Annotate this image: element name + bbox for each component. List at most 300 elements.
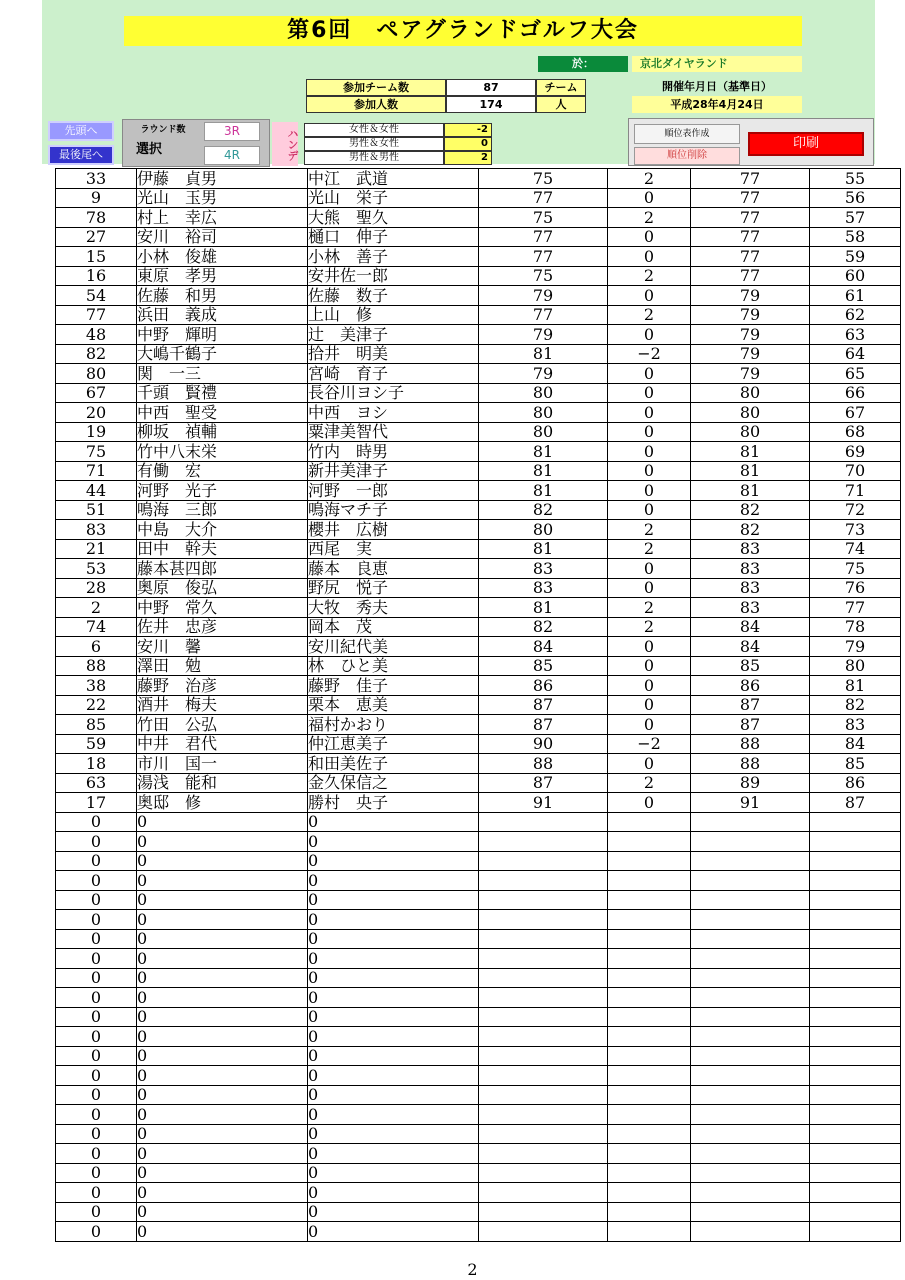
player1-cell: 0 bbox=[137, 1163, 308, 1183]
score-cell: 80 bbox=[479, 403, 608, 423]
team-number-cell: 0 bbox=[56, 1066, 137, 1086]
total-cell: 77 bbox=[691, 169, 810, 189]
rank-cell bbox=[810, 1163, 901, 1183]
round-4r-option[interactable]: 4R bbox=[204, 146, 260, 165]
rank-cell: 75 bbox=[810, 559, 901, 579]
to-bottom-button[interactable]: 最後尾へ bbox=[48, 145, 114, 165]
round-count-label: ラウンド数 bbox=[140, 125, 186, 135]
player1-cell: 0 bbox=[137, 929, 308, 949]
player2-cell: 0 bbox=[308, 968, 479, 988]
score-cell bbox=[479, 1085, 608, 1105]
player1-cell: 小林 俊雄 bbox=[137, 247, 308, 267]
team-number-cell: 0 bbox=[56, 1007, 137, 1027]
player1-cell: 東原 孝男 bbox=[137, 266, 308, 286]
player2-cell: 新井美津子 bbox=[308, 461, 479, 481]
team-number-cell: 0 bbox=[56, 1027, 137, 1047]
score-cell: 77 bbox=[479, 227, 608, 247]
handicap-cell bbox=[608, 968, 691, 988]
team-number-cell: 15 bbox=[56, 247, 137, 267]
player1-cell: 0 bbox=[137, 1124, 308, 1144]
table-row bbox=[56, 1027, 901, 1047]
score-cell bbox=[479, 812, 608, 832]
player2-cell: 0 bbox=[308, 1124, 479, 1144]
player1-cell: 佐藤 和男 bbox=[137, 286, 308, 306]
total-cell: 83 bbox=[691, 559, 810, 579]
team-number-cell: 22 bbox=[56, 695, 137, 715]
rank-cell: 63 bbox=[810, 325, 901, 345]
rank-cell bbox=[810, 832, 901, 852]
table-row bbox=[56, 461, 901, 481]
player2-cell: 長谷川ヨシ子 bbox=[308, 383, 479, 403]
player2-cell: 0 bbox=[308, 929, 479, 949]
player2-cell: 安川紀代美 bbox=[308, 637, 479, 657]
team-number-cell: 67 bbox=[56, 383, 137, 403]
player1-cell: 0 bbox=[137, 1222, 308, 1242]
player1-cell: 安川 馨 bbox=[137, 637, 308, 657]
player1-cell: 0 bbox=[137, 949, 308, 969]
table-row bbox=[56, 695, 901, 715]
player1-cell: 中野 輝明 bbox=[137, 325, 308, 345]
rank-cell: 61 bbox=[810, 286, 901, 306]
player2-cell: 0 bbox=[308, 1202, 479, 1222]
total-cell bbox=[691, 1007, 810, 1027]
table-row bbox=[56, 1163, 901, 1183]
table-row bbox=[56, 715, 901, 735]
player2-cell: 岡本 茂 bbox=[308, 617, 479, 637]
handicap-cell: 0 bbox=[608, 754, 691, 774]
table-row bbox=[56, 169, 901, 189]
total-cell: 77 bbox=[691, 266, 810, 286]
player1-cell: 村上 幸広 bbox=[137, 208, 308, 228]
player1-cell: 市川 国一 bbox=[137, 754, 308, 774]
people-unit: 人 bbox=[536, 96, 586, 113]
table-row bbox=[56, 1202, 901, 1222]
handicap-cell bbox=[608, 910, 691, 930]
player1-cell: 0 bbox=[137, 1066, 308, 1086]
player1-cell: 河野 光子 bbox=[137, 481, 308, 501]
score-cell: 81 bbox=[479, 598, 608, 618]
handicap-cell: 2 bbox=[608, 266, 691, 286]
to-top-button[interactable]: 先頭へ bbox=[48, 121, 114, 141]
total-cell: 80 bbox=[691, 383, 810, 403]
player2-cell: 大牧 秀夫 bbox=[308, 598, 479, 618]
total-cell bbox=[691, 832, 810, 852]
rank-cell: 81 bbox=[810, 676, 901, 696]
table-row bbox=[56, 266, 901, 286]
rank-cell: 73 bbox=[810, 520, 901, 540]
player1-cell: 柳坂 禎輔 bbox=[137, 422, 308, 442]
handicap-cell: 0 bbox=[608, 578, 691, 598]
handicap-cell bbox=[608, 832, 691, 852]
score-cell: 80 bbox=[479, 383, 608, 403]
player1-cell: 0 bbox=[137, 1144, 308, 1164]
team-number-cell: 9 bbox=[56, 188, 137, 208]
handicap-cell: 2 bbox=[608, 773, 691, 793]
player2-cell: 樋口 伸子 bbox=[308, 227, 479, 247]
handicap-cell bbox=[608, 1105, 691, 1125]
player1-cell: 伊藤 貞男 bbox=[137, 169, 308, 189]
table-row bbox=[56, 773, 901, 793]
total-cell bbox=[691, 929, 810, 949]
team-number-cell: 71 bbox=[56, 461, 137, 481]
handicap-cell bbox=[608, 1202, 691, 1222]
rank-cell bbox=[810, 1222, 901, 1242]
total-cell bbox=[691, 851, 810, 871]
total-cell bbox=[691, 910, 810, 930]
rank-cell: 70 bbox=[810, 461, 901, 481]
player2-cell: 林 ひと美 bbox=[308, 656, 479, 676]
handicap-cell bbox=[608, 929, 691, 949]
total-cell: 82 bbox=[691, 520, 810, 540]
handicap-cell: 2 bbox=[608, 520, 691, 540]
score-cell: 77 bbox=[479, 305, 608, 325]
player2-cell: 0 bbox=[308, 1066, 479, 1086]
handicap-cell: −2 bbox=[608, 734, 691, 754]
player2-cell: 小林 善子 bbox=[308, 247, 479, 267]
total-cell: 79 bbox=[691, 344, 810, 364]
team-number-cell: 75 bbox=[56, 442, 137, 462]
table-row bbox=[56, 539, 901, 559]
table-row bbox=[56, 578, 901, 598]
table-row bbox=[56, 520, 901, 540]
score-cell bbox=[479, 949, 608, 969]
handicap-mm-value[interactable]: 2 bbox=[444, 151, 492, 165]
total-cell: 88 bbox=[691, 754, 810, 774]
team-number-cell: 0 bbox=[56, 1144, 137, 1164]
handicap-cell: 0 bbox=[608, 559, 691, 579]
handicap-cell bbox=[608, 890, 691, 910]
score-cell bbox=[479, 1202, 608, 1222]
score-cell: 82 bbox=[479, 617, 608, 637]
rank-cell bbox=[810, 1105, 901, 1125]
total-cell: 82 bbox=[691, 500, 810, 520]
handicap-cell: 0 bbox=[608, 461, 691, 481]
team-number-cell: 85 bbox=[56, 715, 137, 735]
table-row bbox=[56, 383, 901, 403]
player1-cell: 0 bbox=[137, 832, 308, 852]
rank-cell bbox=[810, 851, 901, 871]
total-cell bbox=[691, 1105, 810, 1125]
table-row bbox=[56, 422, 901, 442]
player2-cell: 0 bbox=[308, 910, 479, 930]
date-value: 平成28年4月24日 bbox=[632, 96, 802, 113]
handicap-cell: 0 bbox=[608, 793, 691, 813]
team-number-cell: 21 bbox=[56, 539, 137, 559]
rank-cell bbox=[810, 1027, 901, 1047]
total-cell: 81 bbox=[691, 481, 810, 501]
table-row bbox=[56, 559, 901, 579]
total-cell: 84 bbox=[691, 617, 810, 637]
score-cell: 81 bbox=[479, 344, 608, 364]
score-cell bbox=[479, 968, 608, 988]
rank-cell: 65 bbox=[810, 364, 901, 384]
handicap-label: ハンデ bbox=[272, 122, 298, 166]
table-row bbox=[56, 364, 901, 384]
score-cell bbox=[479, 988, 608, 1008]
total-cell: 80 bbox=[691, 403, 810, 423]
rank-cell: 82 bbox=[810, 695, 901, 715]
total-cell bbox=[691, 871, 810, 891]
team-number-cell: 0 bbox=[56, 1222, 137, 1242]
player2-cell: 中西 ヨシ bbox=[308, 403, 479, 423]
score-cell bbox=[479, 1222, 608, 1242]
player1-cell: 0 bbox=[137, 1183, 308, 1203]
player2-cell: 栗本 恵美 bbox=[308, 695, 479, 715]
score-cell: 91 bbox=[479, 793, 608, 813]
table-row bbox=[56, 871, 901, 891]
rank-cell bbox=[810, 890, 901, 910]
score-cell bbox=[479, 890, 608, 910]
table-row bbox=[56, 188, 901, 208]
player2-cell: 0 bbox=[308, 1222, 479, 1242]
rank-cell bbox=[810, 1046, 901, 1066]
rank-cell: 56 bbox=[810, 188, 901, 208]
table-row bbox=[56, 1085, 901, 1105]
player2-cell: 櫻井 広樹 bbox=[308, 520, 479, 540]
team-number-cell: 51 bbox=[56, 500, 137, 520]
table-row bbox=[56, 1222, 901, 1242]
total-cell bbox=[691, 812, 810, 832]
score-cell bbox=[479, 1046, 608, 1066]
team-number-cell: 88 bbox=[56, 656, 137, 676]
player2-cell: 福村かおり bbox=[308, 715, 479, 735]
player2-cell: 0 bbox=[308, 851, 479, 871]
handicap-cell: 0 bbox=[608, 325, 691, 345]
player2-cell: 0 bbox=[308, 949, 479, 969]
player2-cell: 西尾 実 bbox=[308, 539, 479, 559]
player1-cell: 0 bbox=[137, 1085, 308, 1105]
rank-cell: 68 bbox=[810, 422, 901, 442]
player1-cell: 中西 聖受 bbox=[137, 403, 308, 423]
score-cell: 84 bbox=[479, 637, 608, 657]
score-cell: 79 bbox=[479, 325, 608, 345]
score-cell bbox=[479, 1007, 608, 1027]
player2-cell: 0 bbox=[308, 871, 479, 891]
handicap-cell: 2 bbox=[608, 208, 691, 228]
make-rank-button[interactable]: 順位表作成 bbox=[634, 124, 740, 144]
table-row bbox=[56, 851, 901, 871]
handicap-ff-value[interactable]: -2 bbox=[444, 123, 492, 137]
score-cell bbox=[479, 1144, 608, 1164]
handicap-cell: 0 bbox=[608, 715, 691, 735]
player1-cell: 関 一三 bbox=[137, 364, 308, 384]
table-row bbox=[56, 305, 901, 325]
total-cell bbox=[691, 890, 810, 910]
handicap-cell bbox=[608, 1085, 691, 1105]
player1-cell: 鳴海 三郎 bbox=[137, 500, 308, 520]
total-cell: 85 bbox=[691, 656, 810, 676]
table-row bbox=[56, 1046, 901, 1066]
round-3r-option[interactable]: 3R bbox=[204, 122, 260, 141]
score-cell bbox=[479, 1163, 608, 1183]
rank-cell: 57 bbox=[810, 208, 901, 228]
player2-cell: 0 bbox=[308, 890, 479, 910]
handicap-cell: 0 bbox=[608, 403, 691, 423]
total-cell: 77 bbox=[691, 227, 810, 247]
player1-cell: 0 bbox=[137, 1202, 308, 1222]
score-cell: 86 bbox=[479, 676, 608, 696]
rank-cell: 79 bbox=[810, 637, 901, 657]
handicap-cell: 0 bbox=[608, 656, 691, 676]
team-number-cell: 0 bbox=[56, 1124, 137, 1144]
player2-cell: 藤野 佳子 bbox=[308, 676, 479, 696]
handicap-cell: 0 bbox=[608, 364, 691, 384]
handicap-cell: 0 bbox=[608, 442, 691, 462]
total-cell: 83 bbox=[691, 598, 810, 618]
team-number-cell: 0 bbox=[56, 929, 137, 949]
player1-cell: 光山 玉男 bbox=[137, 188, 308, 208]
rank-cell: 64 bbox=[810, 344, 901, 364]
score-cell bbox=[479, 910, 608, 930]
score-cell: 77 bbox=[479, 188, 608, 208]
rank-cell: 77 bbox=[810, 598, 901, 618]
player2-cell: 竹内 時男 bbox=[308, 442, 479, 462]
total-cell: 77 bbox=[691, 188, 810, 208]
total-cell: 83 bbox=[691, 578, 810, 598]
score-cell: 79 bbox=[479, 364, 608, 384]
table-row bbox=[56, 325, 901, 345]
team-number-cell: 0 bbox=[56, 812, 137, 832]
delete-rank-button[interactable]: 順位削除 bbox=[634, 147, 740, 165]
score-cell: 81 bbox=[479, 539, 608, 559]
handicap-cell: 0 bbox=[608, 188, 691, 208]
table-row bbox=[56, 832, 901, 852]
player2-cell: 大熊 聖久 bbox=[308, 208, 479, 228]
team-number-cell: 0 bbox=[56, 1163, 137, 1183]
score-cell bbox=[479, 871, 608, 891]
player2-cell: 0 bbox=[308, 1144, 479, 1164]
player1-cell: 中井 君代 bbox=[137, 734, 308, 754]
player2-cell: 河野 一郎 bbox=[308, 481, 479, 501]
team-number-cell: 0 bbox=[56, 988, 137, 1008]
table-row bbox=[56, 890, 901, 910]
handicap-mf-label: 男性＆女性 bbox=[304, 137, 444, 151]
score-cell bbox=[479, 1183, 608, 1203]
score-cell: 83 bbox=[479, 559, 608, 579]
rank-cell: 84 bbox=[810, 734, 901, 754]
total-cell: 79 bbox=[691, 286, 810, 306]
ranking-table bbox=[55, 168, 901, 1242]
handicap-cell: 0 bbox=[608, 286, 691, 306]
player2-cell: 0 bbox=[308, 1105, 479, 1125]
total-cell: 80 bbox=[691, 422, 810, 442]
table-row bbox=[56, 442, 901, 462]
score-cell bbox=[479, 929, 608, 949]
total-cell: 77 bbox=[691, 247, 810, 267]
player2-cell: 和田美佐子 bbox=[308, 754, 479, 774]
player2-cell: 金久保信之 bbox=[308, 773, 479, 793]
rank-cell: 60 bbox=[810, 266, 901, 286]
handicap-cell bbox=[608, 1007, 691, 1027]
table-row bbox=[56, 793, 901, 813]
handicap-cell: 0 bbox=[608, 247, 691, 267]
handicap-cell: 0 bbox=[608, 500, 691, 520]
team-number-cell: 18 bbox=[56, 754, 137, 774]
table-row bbox=[56, 598, 901, 618]
score-cell: 85 bbox=[479, 656, 608, 676]
rank-cell bbox=[810, 910, 901, 930]
score-cell: 75 bbox=[479, 169, 608, 189]
player2-cell: 上山 修 bbox=[308, 305, 479, 325]
total-cell bbox=[691, 968, 810, 988]
table-row bbox=[56, 1007, 901, 1027]
player2-cell: 0 bbox=[308, 1163, 479, 1183]
score-cell: 88 bbox=[479, 754, 608, 774]
handicap-cell: 0 bbox=[608, 695, 691, 715]
team-number-cell: 17 bbox=[56, 793, 137, 813]
player2-cell: 中江 武道 bbox=[308, 169, 479, 189]
team-number-cell: 83 bbox=[56, 520, 137, 540]
player2-cell: 安井佐一郎 bbox=[308, 266, 479, 286]
player1-cell: 0 bbox=[137, 910, 308, 930]
rank-cell: 55 bbox=[810, 169, 901, 189]
handicap-cell: 0 bbox=[608, 383, 691, 403]
date-label: 開催年月日（基準日） bbox=[662, 80, 772, 93]
team-number-cell: 0 bbox=[56, 890, 137, 910]
team-number-cell: 20 bbox=[56, 403, 137, 423]
team-number-cell: 0 bbox=[56, 1046, 137, 1066]
team-number-cell: 33 bbox=[56, 169, 137, 189]
rank-cell bbox=[810, 1066, 901, 1086]
team-number-cell: 6 bbox=[56, 637, 137, 657]
rank-cell bbox=[810, 1183, 901, 1203]
select-label: 選択 bbox=[135, 142, 162, 157]
player2-cell: 0 bbox=[308, 988, 479, 1008]
team-number-cell: 63 bbox=[56, 773, 137, 793]
team-number-cell: 77 bbox=[56, 305, 137, 325]
handicap-cell: 0 bbox=[608, 481, 691, 501]
page-title: 第6回 ペアグランドゴルフ大会 bbox=[124, 16, 802, 46]
team-number-cell: 53 bbox=[56, 559, 137, 579]
score-cell: 83 bbox=[479, 578, 608, 598]
player1-cell: 佐井 忠彦 bbox=[137, 617, 308, 637]
table-row bbox=[56, 227, 901, 247]
rank-cell: 76 bbox=[810, 578, 901, 598]
rank-cell bbox=[810, 1144, 901, 1164]
player1-cell: 0 bbox=[137, 890, 308, 910]
player2-cell: 野尻 悦子 bbox=[308, 578, 479, 598]
total-cell bbox=[691, 949, 810, 969]
table-row bbox=[56, 1144, 901, 1164]
rank-cell bbox=[810, 949, 901, 969]
table-row bbox=[56, 344, 901, 364]
team-number-cell: 38 bbox=[56, 676, 137, 696]
print-button[interactable]: 印刷 bbox=[748, 132, 864, 156]
player1-cell: 酒井 梅夫 bbox=[137, 695, 308, 715]
score-cell bbox=[479, 1027, 608, 1047]
total-cell: 81 bbox=[691, 442, 810, 462]
rank-cell: 58 bbox=[810, 227, 901, 247]
people-value: 174 bbox=[446, 96, 536, 113]
table-row bbox=[56, 208, 901, 228]
people-label: 参加人数 bbox=[306, 96, 446, 113]
handicap-cell: −2 bbox=[608, 344, 691, 364]
team-number-cell: 19 bbox=[56, 422, 137, 442]
player1-cell: 大嶋千鶴子 bbox=[137, 344, 308, 364]
team-number-cell: 48 bbox=[56, 325, 137, 345]
handicap-cell bbox=[608, 1066, 691, 1086]
team-number-cell: 0 bbox=[56, 968, 137, 988]
player2-cell: 宮崎 育子 bbox=[308, 364, 479, 384]
handicap-mf-value[interactable]: 0 bbox=[444, 137, 492, 151]
table-row bbox=[56, 968, 901, 988]
score-cell: 87 bbox=[479, 773, 608, 793]
table-row bbox=[56, 754, 901, 774]
rank-cell: 66 bbox=[810, 383, 901, 403]
handicap-cell: 0 bbox=[608, 637, 691, 657]
handicap-mm-label: 男性＆男性 bbox=[304, 151, 444, 165]
player1-cell: 湯浅 能和 bbox=[137, 773, 308, 793]
